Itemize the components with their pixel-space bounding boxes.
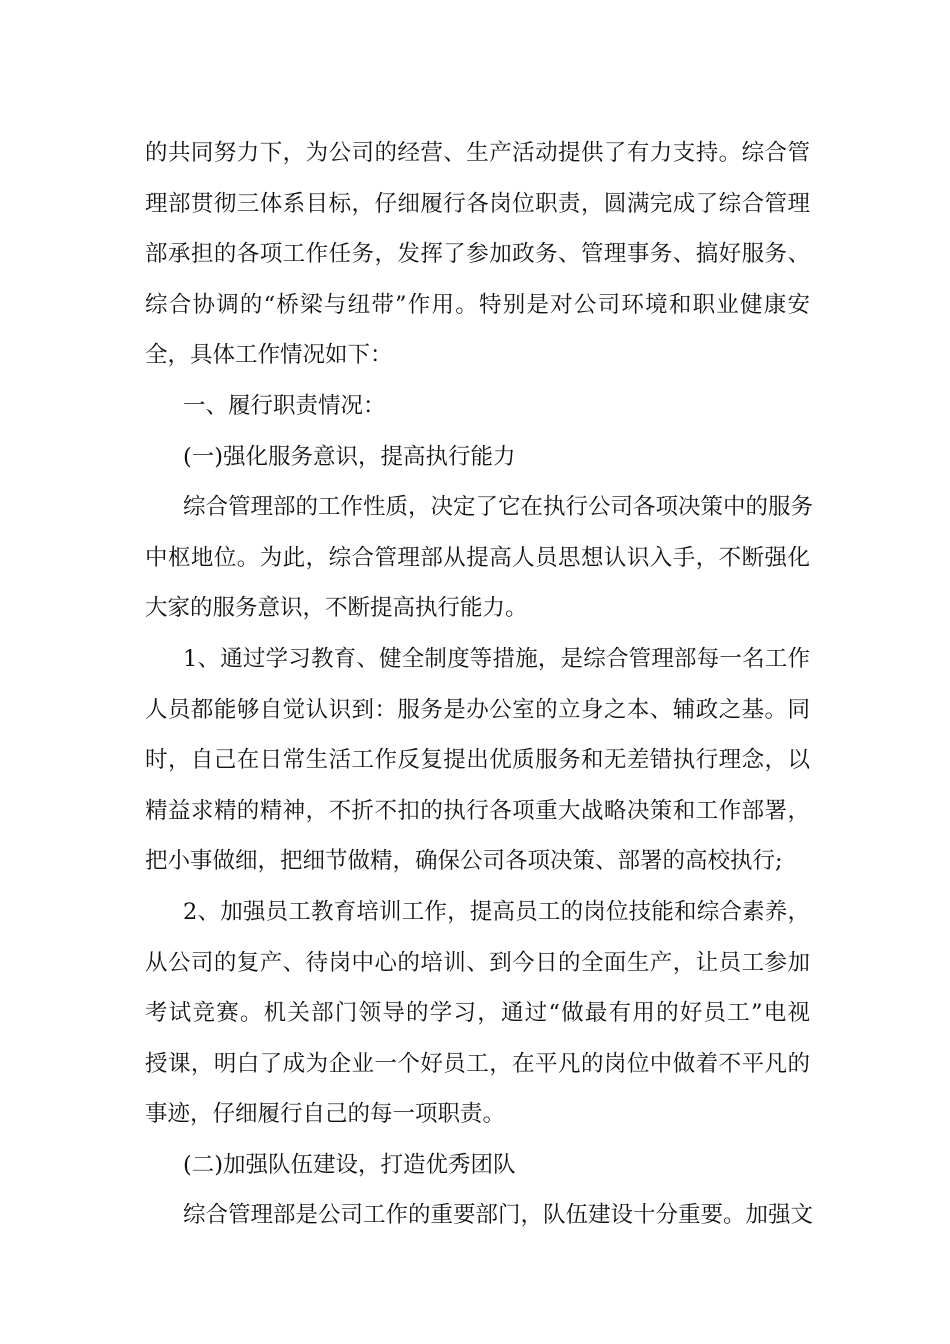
paragraph-service: [145, 482, 814, 634]
section-heading: [145, 381, 810, 432]
text-line: 时，自己在日常生活工作反复提出优质服务和无差错执行理念，以: [145, 747, 810, 774]
list-item-2: [145, 887, 810, 1140]
text-line: 考试竞赛。机关部门领导的学习，通过“做最有用的好员工”电视: [145, 1000, 810, 1027]
text-line: 中枢地位。为此，综合管理部从提高人员思想认识入手，不断强化: [145, 544, 810, 571]
text-line: 部承担的各项工作任务，发挥了参加政务、管理事务、搞好服务、: [145, 241, 810, 268]
text-line: 授课，明白了成为企业一个好员工，在平凡的岗位中做着不平凡的: [145, 1050, 810, 1077]
text-line: 大家的服务意识，不断提高执行能力。: [145, 595, 528, 622]
paragraph-team: [145, 1190, 814, 1241]
text-line: 把小事做细，把细节做精，确保公司各项决策、部署的高校执行;: [145, 848, 783, 875]
text-line: 综合管理部是公司工作的重要部门，队伍建设十分重要。加强文: [183, 1202, 814, 1229]
text-line: 人员都能够自觉认识到：服务是办公室的立身之本、辅政之基。同: [145, 696, 810, 723]
heading-line: 一、履行职责情况：: [183, 392, 386, 419]
text-line: 全，具体工作情况如下：: [145, 342, 393, 369]
text-line: 理部贯彻三体系目标，仔细履行各岗位职责，圆满完成了综合管理: [145, 190, 810, 217]
text-line: 精益求精的精神，不折不扣的执行各项重大战略决策和工作部署，: [145, 797, 810, 824]
document-page: [145, 128, 814, 1241]
text-line: 从公司的复产、待岗中心的培训、到今日的全面生产，让员工参加: [145, 949, 810, 976]
subsection-heading: [145, 1140, 810, 1191]
text-line: 综合协调的“桥梁与纽带”作用。特别是对公司环境和职业健康安: [145, 291, 810, 318]
text-line: 的共同努力下，为公司的经营、生产活动提供了有力支持。综合管: [145, 140, 810, 166]
text-line: 综合管理部的工作性质，决定了它在执行公司各项决策中的服务: [183, 494, 814, 521]
list-item-1: [145, 634, 810, 887]
heading-line: (二)加强队伍建设，打造优秀团队: [183, 1151, 516, 1178]
paragraph-intro: [145, 128, 810, 381]
text-line: 事迹，仔细履行自己的每一项职责。: [145, 1101, 506, 1128]
text-line: 1、通过学习教育、健全制度等措施，是综合管理部每一名工作: [183, 645, 810, 672]
heading-line: (一)强化服务意识，提高执行能力: [183, 443, 516, 470]
subsection-heading: [145, 432, 810, 483]
text-line: 2、加强员工教育培训工作，提高员工的岗位技能和综合素养，: [183, 898, 810, 925]
